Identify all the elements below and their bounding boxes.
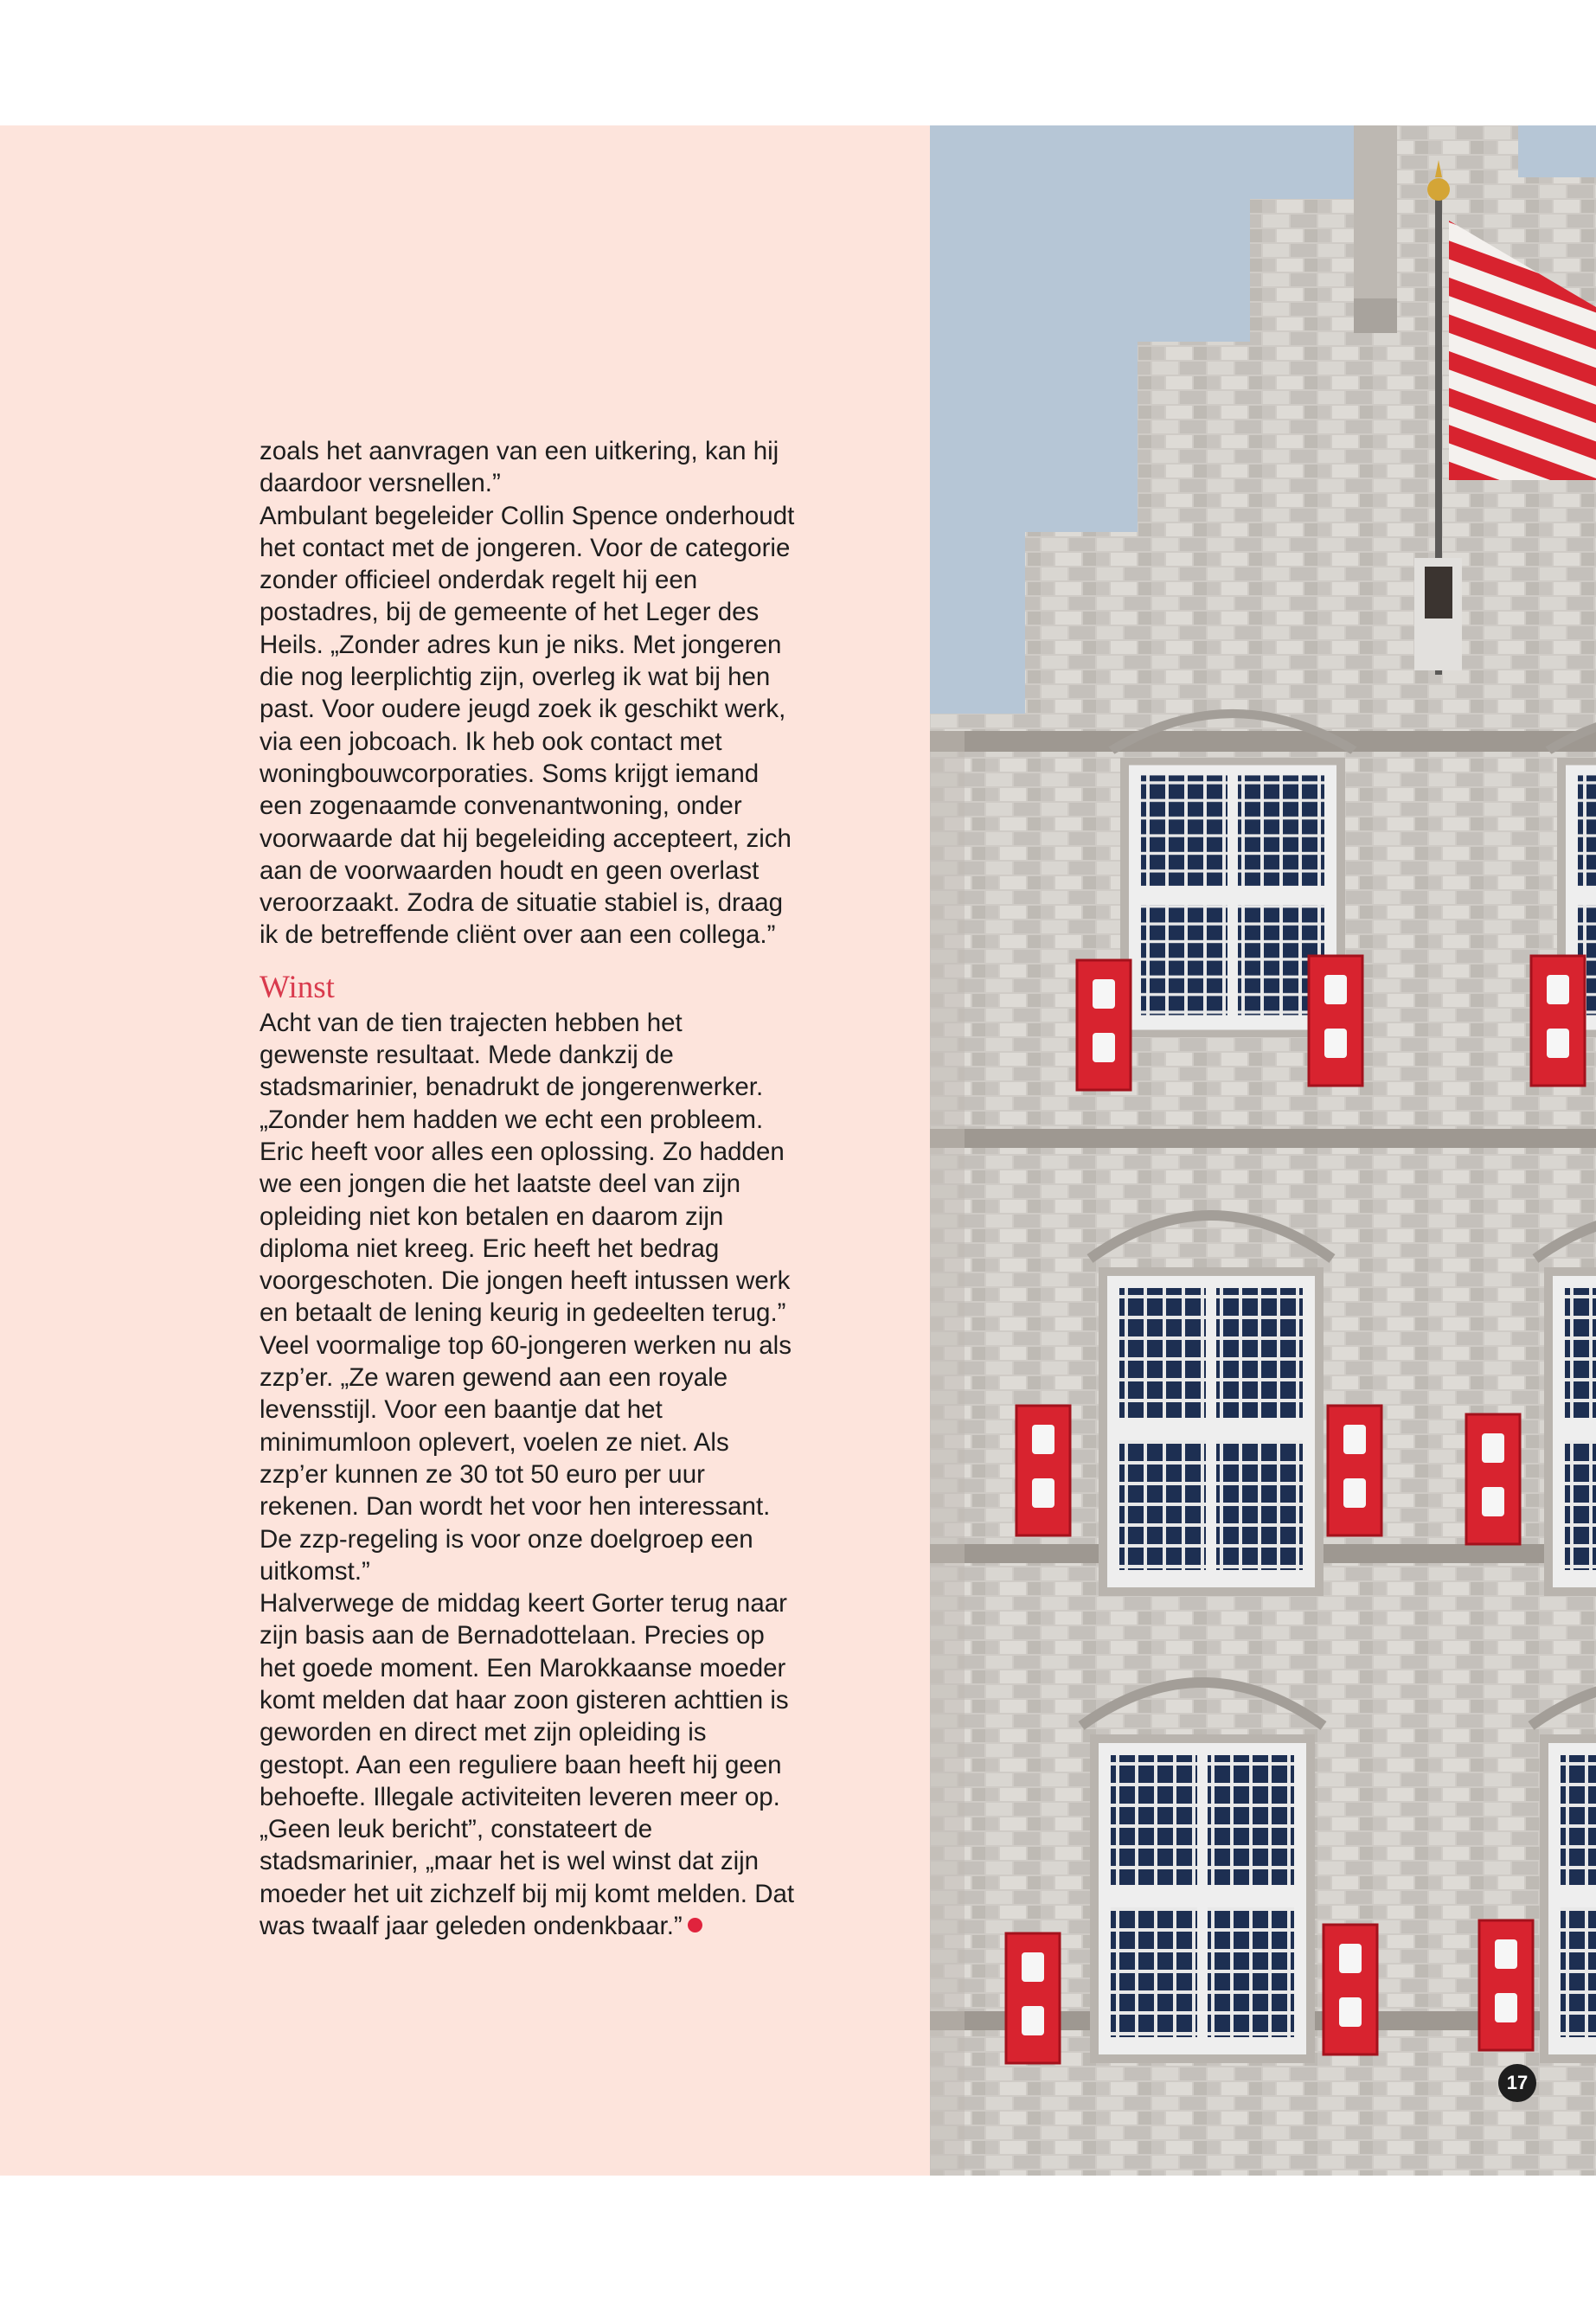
paragraph: zoals het aanvragen van een uitkering, kan hij daardoor versnellen.”: [260, 437, 779, 498]
paragraph: Veel voormalige top 60-jongeren werken nu als zzp’er. „Ze waren gewend aan een royale levensstijl. Voor een baantje dat het minimumloon oplevert, voelen ze niet. Als zzp’er kunnen ze 30 tot 50 euro per uur rekenen. Dan wordt het voor hen interessant. De zzp-regeling is voor onze doelgroep een uitkomst.”: [260, 1330, 792, 1586]
paragraph: Acht van de tien trajecten hebben het gewenste resultaat. Mede dankzij de stadsmarinier, benadrukt de jongerenwerker. „Zonder hem hadden we echt een probleem. Eric heeft voor alles een oplossing. Zo hadden we een jongen die het laatste deel van zijn opleiding niet kon betalen en daarom zijn diploma niet kreeg. Eric heeft het bedrag voorgeschoten. Die jongen heeft intussen werk en betaalt de lening keurig in gedeelten terug.”: [260, 1008, 791, 1328]
gothic-stone-building-icon: [930, 125, 1596, 2176]
paragraph-last: [260, 1587, 796, 1942]
page-number-badge: 17: [1498, 2064, 1536, 2102]
paragraph: Ambulant begeleider Collin Spence onderhoudt het contact met de jongeren. Voor de categorie zonder officieel onderdak regelt hij een postadres, bij de gemeente of het Leger des Heils. „Zonder adres kun je niks. Met jongeren die nog leerplichtig zijn, overleg ik wat bij hen past. Voor oudere jeugd zoek ik geschikt werk, via een jobcoach. Ik heb ook contact met woningbouwcorporaties. Soms krijgt iemand een zogenaamde convenantwoning, onder voorwaarde dat hij begeleiding accepteert, zich aan de voorwaarden houdt en geen overlast veroorzaakt. Zodra de situatie stabiel is, draag ik de betreffende cliënt over aan een collega.”: [260, 501, 795, 950]
building-photo: [930, 125, 1596, 2176]
section-heading: Winst: [260, 969, 335, 1005]
article-column: [260, 435, 796, 1942]
end-of-article-dot-icon: [688, 1918, 702, 1932]
paragraph-text: Halverwege de middag keert Gorter terug naar zijn basis aan de Bernadottelaan. Precies op het goede moment. Een Marokkaanse moeder komt melden dat haar zoon gisteren achttien is geworden en direct met zijn opleiding is gestopt. Aan een reguliere baan heeft hij geen behoefte. Illegale activiteiten leveren meer op. „Geen leuk bericht”, constateert de stadsmarinier, „maar het is wel winst dat zijn moeder het uit zichzelf bij mij komt melden. Dat was twaalf jaar geleden ondenkbaar.”: [260, 1589, 795, 1941]
